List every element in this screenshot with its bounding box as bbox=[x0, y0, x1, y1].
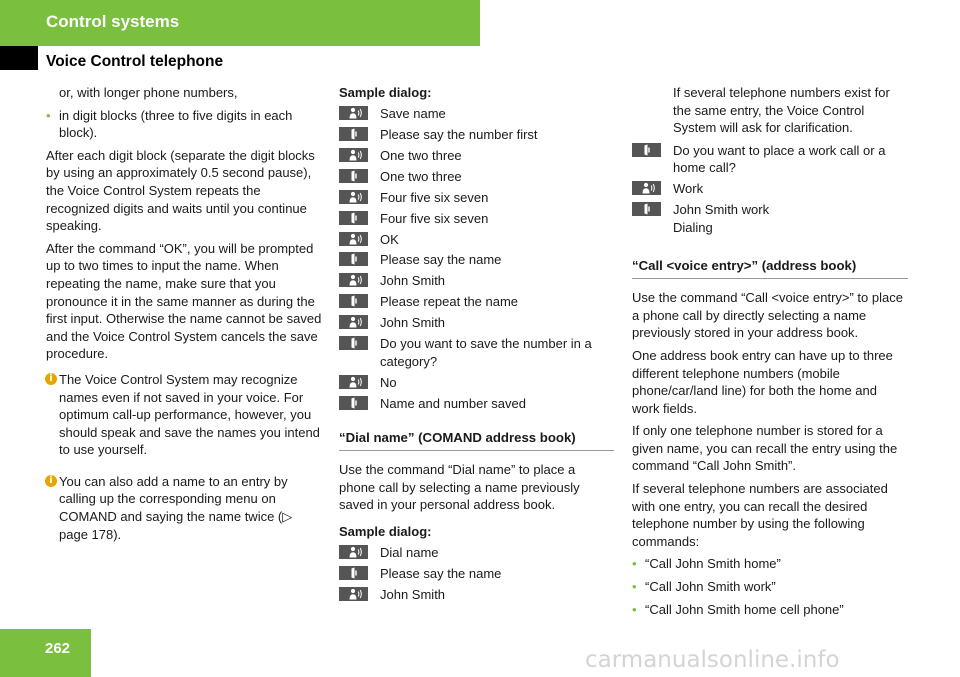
dialog-text: Please say the name bbox=[380, 252, 502, 268]
phone-speaker-icon bbox=[339, 211, 368, 225]
phone-speaker-icon bbox=[339, 169, 368, 183]
column-3 bbox=[632, 84, 908, 623]
dialog-text: Do you want to place a work call or a home call? bbox=[673, 142, 886, 176]
phone-speaker-icon bbox=[339, 566, 368, 580]
dialog-line bbox=[339, 395, 614, 413]
dialog-text: Work bbox=[673, 181, 704, 197]
subsection-title: Voice Control telephone bbox=[46, 53, 224, 70]
dialog-line bbox=[339, 231, 614, 249]
speaking-person-icon bbox=[339, 148, 368, 162]
dialog-text: Please say the name bbox=[380, 565, 502, 581]
paragraph: If several telephone numbers exist for the same entry, the Voice Control System will ask for clarification. bbox=[673, 85, 890, 136]
phone-speaker-icon bbox=[339, 336, 368, 350]
phone-speaker-icon bbox=[339, 396, 368, 410]
dialog-line bbox=[339, 314, 614, 332]
dialog-text: One two three bbox=[380, 168, 462, 184]
bullet-item: • in digit blocks (three to five digits in each block). bbox=[46, 107, 293, 141]
dialog-text: No bbox=[380, 375, 397, 390]
page-number: 262 bbox=[45, 640, 71, 657]
dialog-text: Name and number saved bbox=[380, 395, 526, 411]
sample-dialog-label: Sample dialog: bbox=[339, 523, 432, 539]
bullet-item: • “Call John Smith work” bbox=[632, 579, 776, 595]
dialog-line bbox=[339, 126, 614, 144]
section-heading: “Call <voice entry>” (address book) bbox=[632, 257, 908, 280]
bullet-item: • “Call John Smith home cell phone” bbox=[632, 601, 844, 617]
dialog-list bbox=[632, 142, 908, 237]
phone-speaker-icon bbox=[632, 202, 661, 216]
dialog-line bbox=[339, 168, 614, 186]
paragraph: or, with longer phone numbers, bbox=[59, 85, 238, 100]
dialog-line bbox=[339, 544, 614, 562]
dialog-text: One two three bbox=[380, 147, 462, 163]
section-title: Control systems bbox=[46, 12, 180, 31]
dialog-line bbox=[339, 210, 614, 228]
info-icon: i bbox=[45, 475, 57, 487]
paragraph: If only one telephone number is stored for a given name, you can recall the entry using the command “Call John Smith”. bbox=[632, 423, 898, 474]
info-note: i The Voice Control System may recognize names even if not saved in your voice. For optimum call-up performance, however, you should speak and save the names you intend to use yourself. bbox=[46, 371, 322, 459]
dialog-line bbox=[632, 201, 908, 236]
phone-speaker-icon bbox=[339, 127, 368, 141]
dialog-list bbox=[339, 544, 614, 604]
dialog-line bbox=[339, 565, 614, 583]
dialog-line bbox=[339, 272, 614, 290]
paragraph: Use the command “Call <voice entry>” to place a phone call by directly selecting a name previously stored in your address book. bbox=[632, 290, 903, 341]
bullet-item: • “Call John Smith home” bbox=[632, 556, 781, 572]
speaking-person-icon bbox=[339, 587, 368, 601]
speaking-person-icon bbox=[632, 181, 661, 195]
column-1 bbox=[46, 84, 322, 543]
dialog-line bbox=[339, 335, 614, 370]
dialog-text: John Smith bbox=[380, 315, 446, 331]
speaking-person-icon bbox=[339, 545, 368, 559]
dialog-text: John Smith work bbox=[673, 202, 770, 218]
dialog-line bbox=[339, 251, 614, 269]
dialog-text: Please say the number first bbox=[380, 126, 538, 142]
dialog-line bbox=[339, 105, 614, 123]
dialog-text: John Smith bbox=[380, 586, 446, 602]
paragraph: One address book entry can have up to three different telephone numbers (mobile phone/car/land line) for both the home and work fields. bbox=[632, 347, 893, 416]
phone-speaker-icon bbox=[632, 143, 661, 157]
dialog-text: Save name bbox=[380, 105, 446, 121]
paragraph: After each digit block (separate the digit blocks by using an approximately 0.5 second pause), the Voice Control System repeats the recognized digits and waits until you continue speaking. bbox=[46, 147, 315, 234]
speaking-person-icon bbox=[339, 190, 368, 204]
dialog-text: Do you want to save the number in a category? bbox=[380, 336, 592, 370]
header-tab-marker bbox=[0, 46, 38, 70]
dialog-text: Dial name bbox=[380, 544, 439, 560]
dialog-line bbox=[632, 142, 908, 177]
speaking-person-icon bbox=[339, 375, 368, 389]
column-2 bbox=[339, 84, 614, 607]
speaking-person-icon bbox=[339, 315, 368, 329]
speaking-person-icon bbox=[339, 106, 368, 120]
dialog-list bbox=[339, 105, 614, 413]
info-icon: i bbox=[45, 373, 57, 385]
sample-dialog-label: Sample dialog: bbox=[339, 85, 432, 100]
dialog-line bbox=[339, 147, 614, 165]
dialog-text: OK bbox=[380, 231, 399, 247]
paragraph: Use the command “Dial name” to place a phone call by selecting a name previously saved in your personal address book. bbox=[339, 462, 580, 513]
dialog-line bbox=[339, 374, 614, 392]
bullet-icon: • bbox=[632, 601, 637, 617]
info-note: i You can also add a name to an entry by calling up the corresponding menu on COMAND and saying the name twice (▷ page 178). bbox=[46, 473, 322, 543]
dialog-line bbox=[339, 293, 614, 311]
paragraph: If several telephone numbers are associated with one entry, you can recall the desired telephone number by using the following commands: bbox=[632, 481, 888, 549]
phone-speaker-icon bbox=[339, 252, 368, 266]
watermark: carmanualsonline.info bbox=[585, 647, 840, 673]
bullet-icon: • bbox=[632, 579, 637, 595]
dialog-text: Four five six seven bbox=[380, 189, 489, 205]
bullet-icon: • bbox=[46, 107, 51, 123]
speaking-person-icon bbox=[339, 232, 368, 246]
section-heading: “Dial name” (COMAND address book) bbox=[339, 429, 614, 452]
bullet-icon: • bbox=[632, 556, 637, 572]
dialog-line bbox=[339, 189, 614, 207]
dialog-line bbox=[632, 180, 908, 198]
speaking-person-icon bbox=[339, 273, 368, 287]
dialog-text: John Smith bbox=[380, 273, 446, 289]
dialog-text: Four five six seven bbox=[380, 210, 489, 226]
paragraph: After the command “OK”, you will be prompted up to two times to input the name. When repeating the name, make sure that you pronounce it in the same manner as during the first input. Otherwise the name cannot be saved and the Voice Control System cancels the save procedure. bbox=[46, 240, 322, 362]
phone-speaker-icon bbox=[339, 294, 368, 308]
dialog-text: Dialing bbox=[673, 219, 713, 235]
dialog-text: Please repeat the name bbox=[380, 294, 519, 310]
dialog-line bbox=[339, 586, 614, 604]
